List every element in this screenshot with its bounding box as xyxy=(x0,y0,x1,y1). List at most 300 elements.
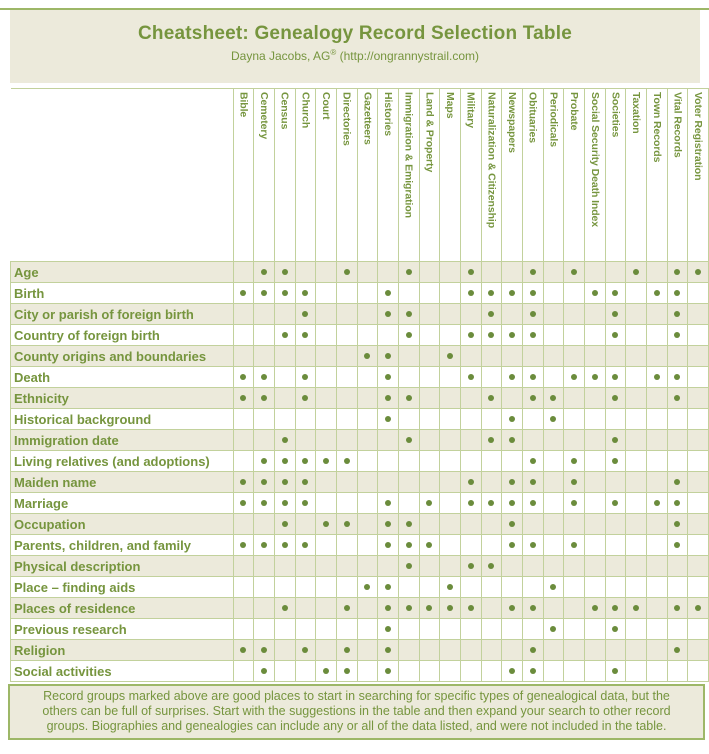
table-cell xyxy=(419,262,440,283)
record-match-dot xyxy=(261,668,267,674)
column-header-label: Gazetteers xyxy=(361,92,374,145)
table-cell xyxy=(378,430,399,451)
table-cell xyxy=(233,661,254,682)
table-cell xyxy=(398,514,419,535)
table-cell xyxy=(460,661,481,682)
record-match-dot xyxy=(488,311,494,317)
table-cell xyxy=(460,577,481,598)
table-cell xyxy=(564,367,585,388)
table-cell xyxy=(336,661,357,682)
footer-note-line: others can be full of surprises. Start with the suggestions in the table and then expand your search to other record xyxy=(42,704,671,718)
table-cell xyxy=(316,640,337,661)
record-match-dot xyxy=(426,542,432,548)
table-cell xyxy=(460,283,481,304)
table-cell xyxy=(460,409,481,430)
table-cell xyxy=(626,556,647,577)
table-cell xyxy=(378,283,399,304)
table-cell xyxy=(646,598,667,619)
table-cell xyxy=(584,556,605,577)
table-cell xyxy=(274,346,295,367)
table-cell xyxy=(233,640,254,661)
table-cell xyxy=(543,514,564,535)
table-cell xyxy=(440,367,461,388)
table-cell xyxy=(398,472,419,493)
table-cell xyxy=(336,430,357,451)
table-cell xyxy=(688,367,709,388)
table-cell xyxy=(357,346,378,367)
table-cell xyxy=(688,619,709,640)
table-cell xyxy=(316,346,337,367)
table-cell xyxy=(626,409,647,430)
footer-note xyxy=(8,684,705,740)
record-match-dot xyxy=(571,479,577,485)
table-cell xyxy=(419,430,440,451)
column-header xyxy=(460,89,481,262)
table-cell xyxy=(336,409,357,430)
record-match-dot xyxy=(654,290,660,296)
table-cell xyxy=(398,577,419,598)
table-cell xyxy=(667,367,688,388)
table-cell xyxy=(688,493,709,514)
table-cell xyxy=(646,451,667,472)
table-cell xyxy=(667,388,688,409)
record-match-dot xyxy=(240,479,246,485)
record-match-dot xyxy=(530,605,536,611)
table-cell xyxy=(295,577,316,598)
table-cell xyxy=(336,262,357,283)
record-match-dot xyxy=(550,584,556,590)
record-match-dot xyxy=(468,500,474,506)
table-cell xyxy=(667,325,688,346)
table-cell xyxy=(584,388,605,409)
table-cell xyxy=(605,262,626,283)
record-match-dot xyxy=(571,500,577,506)
record-match-dot xyxy=(282,332,288,338)
table-cell xyxy=(584,472,605,493)
table-cell xyxy=(336,367,357,388)
table-cell xyxy=(605,346,626,367)
record-match-dot xyxy=(385,374,391,380)
table-cell xyxy=(254,535,275,556)
table-cell xyxy=(398,346,419,367)
table-cell xyxy=(440,577,461,598)
column-header-row xyxy=(11,89,709,262)
table-cell xyxy=(564,640,585,661)
table-cell xyxy=(626,577,647,598)
column-header xyxy=(233,89,254,262)
table-cell xyxy=(481,304,502,325)
table-cell xyxy=(605,514,626,535)
table-cell xyxy=(481,535,502,556)
column-header-label: Probate xyxy=(568,92,581,131)
record-match-dot xyxy=(261,269,267,275)
table-cell xyxy=(564,430,585,451)
table-cell xyxy=(295,619,316,640)
column-header xyxy=(440,89,461,262)
table-cell xyxy=(605,304,626,325)
record-match-dot xyxy=(426,500,432,506)
row-label: Death xyxy=(11,367,234,388)
table-cell xyxy=(460,430,481,451)
table-cell xyxy=(522,430,543,451)
table-cell xyxy=(481,346,502,367)
table-cell xyxy=(646,388,667,409)
record-match-dot xyxy=(468,479,474,485)
row-label: Birth xyxy=(11,283,234,304)
table-cell xyxy=(605,283,626,304)
table-cell xyxy=(357,430,378,451)
record-match-dot xyxy=(674,605,680,611)
table-cell xyxy=(398,409,419,430)
table-cell xyxy=(254,493,275,514)
row-label: Social activities xyxy=(11,661,234,682)
column-header xyxy=(646,89,667,262)
table-cell xyxy=(564,472,585,493)
table-cell xyxy=(419,640,440,661)
table-cell xyxy=(564,598,585,619)
record-match-dot xyxy=(488,290,494,296)
row-label: Marriage xyxy=(11,493,234,514)
table-row xyxy=(11,325,709,346)
record-match-dot xyxy=(530,500,536,506)
record-match-dot xyxy=(612,605,618,611)
table-cell xyxy=(502,430,523,451)
table-cell xyxy=(481,325,502,346)
table-cell xyxy=(378,451,399,472)
column-header xyxy=(584,89,605,262)
table-cell xyxy=(357,262,378,283)
table-cell xyxy=(254,367,275,388)
table-cell xyxy=(667,514,688,535)
table-cell xyxy=(605,535,626,556)
table-cell xyxy=(626,472,647,493)
record-match-dot xyxy=(488,437,494,443)
table-cell xyxy=(295,262,316,283)
table-cell xyxy=(605,388,626,409)
table-cell xyxy=(543,304,564,325)
column-header-label: Census xyxy=(278,92,291,130)
table-cell xyxy=(626,346,647,367)
table-cell xyxy=(460,262,481,283)
table-cell xyxy=(688,304,709,325)
table-row xyxy=(11,577,709,598)
record-match-dot xyxy=(612,668,618,674)
table-cell xyxy=(646,472,667,493)
record-match-dot xyxy=(282,269,288,275)
table-cell xyxy=(254,472,275,493)
table-cell xyxy=(274,619,295,640)
table-cell xyxy=(274,640,295,661)
record-match-dot xyxy=(488,500,494,506)
record-match-dot xyxy=(447,584,453,590)
table-cell xyxy=(378,514,399,535)
table-cell xyxy=(336,472,357,493)
table-cell xyxy=(440,325,461,346)
table-cell xyxy=(274,661,295,682)
table-cell xyxy=(440,661,461,682)
table-cell xyxy=(481,619,502,640)
table-cell xyxy=(543,451,564,472)
table-cell xyxy=(357,598,378,619)
table-cell xyxy=(522,640,543,661)
table-cell xyxy=(316,430,337,451)
table-cell xyxy=(440,598,461,619)
record-match-dot xyxy=(612,500,618,506)
column-header-label: Voter Registration xyxy=(692,92,705,181)
record-match-dot xyxy=(240,500,246,506)
table-cell xyxy=(605,661,626,682)
record-match-dot xyxy=(344,458,350,464)
footer-note-line: Record groups marked above are good places to start in searching for specific types of genealogical data, but the xyxy=(43,689,670,703)
table-cell xyxy=(667,409,688,430)
record-match-dot xyxy=(282,521,288,527)
table-cell xyxy=(398,640,419,661)
record-match-dot xyxy=(282,605,288,611)
record-match-dot xyxy=(468,269,474,275)
table-cell xyxy=(564,325,585,346)
table-cell xyxy=(398,283,419,304)
table-cell xyxy=(502,262,523,283)
table-cell xyxy=(626,367,647,388)
table-row xyxy=(11,304,709,325)
record-match-dot xyxy=(509,521,515,527)
table-cell xyxy=(564,262,585,283)
table-cell xyxy=(378,619,399,640)
table-cell xyxy=(543,598,564,619)
record-match-dot xyxy=(468,605,474,611)
table-cell xyxy=(295,451,316,472)
table-row xyxy=(11,661,709,682)
column-header-label: Town Records xyxy=(650,92,663,163)
table-cell xyxy=(522,283,543,304)
record-match-dot xyxy=(509,605,515,611)
table-row xyxy=(11,493,709,514)
table-cell xyxy=(233,577,254,598)
row-label: Religion xyxy=(11,640,234,661)
table-cell xyxy=(316,556,337,577)
table-cell xyxy=(564,577,585,598)
row-label: Living relatives (and adoptions) xyxy=(11,451,234,472)
record-match-dot xyxy=(468,332,474,338)
table-cell xyxy=(274,304,295,325)
table-cell xyxy=(357,409,378,430)
table-cell xyxy=(543,325,564,346)
table-cell xyxy=(440,262,461,283)
column-header xyxy=(398,89,419,262)
record-match-dot xyxy=(592,605,598,611)
table-cell xyxy=(440,430,461,451)
table-cell xyxy=(522,304,543,325)
row-label: County origins and boundaries xyxy=(11,346,234,367)
table-row xyxy=(11,367,709,388)
table-cell xyxy=(398,430,419,451)
table-cell xyxy=(646,493,667,514)
table-cell xyxy=(233,409,254,430)
record-match-dot xyxy=(385,626,391,632)
table-cell xyxy=(460,598,481,619)
table-cell xyxy=(522,535,543,556)
table-cell xyxy=(481,661,502,682)
record-match-dot xyxy=(385,353,391,359)
record-match-dot xyxy=(282,542,288,548)
table-cell xyxy=(522,577,543,598)
record-match-dot xyxy=(302,647,308,653)
column-header xyxy=(522,89,543,262)
table-cell xyxy=(564,535,585,556)
table-cell xyxy=(667,262,688,283)
table-cell xyxy=(543,556,564,577)
table-cell xyxy=(502,451,523,472)
table-cell xyxy=(626,598,647,619)
record-match-dot xyxy=(674,542,680,548)
record-match-dot xyxy=(571,374,577,380)
record-match-dot xyxy=(674,311,680,317)
table-cell xyxy=(295,304,316,325)
byline xyxy=(10,48,700,63)
table-cell xyxy=(440,619,461,640)
table-cell xyxy=(605,367,626,388)
table-cell xyxy=(233,325,254,346)
column-header xyxy=(295,89,316,262)
table-cell xyxy=(605,493,626,514)
table-cell xyxy=(295,325,316,346)
record-match-dot xyxy=(385,605,391,611)
table-cell xyxy=(584,661,605,682)
row-label: Maiden name xyxy=(11,472,234,493)
table-cell xyxy=(667,535,688,556)
table-cell xyxy=(295,346,316,367)
table-cell xyxy=(254,325,275,346)
table-cell xyxy=(646,409,667,430)
column-header-label: Bible xyxy=(237,92,250,118)
record-match-dot xyxy=(385,668,391,674)
table-cell xyxy=(626,661,647,682)
page-title: Cheatsheet: Genealogy Record Selection Table xyxy=(138,23,572,44)
table-cell xyxy=(667,346,688,367)
record-match-dot xyxy=(633,269,639,275)
table-cell xyxy=(274,493,295,514)
record-match-dot xyxy=(674,374,680,380)
table-cell xyxy=(646,556,667,577)
table-cell xyxy=(316,388,337,409)
table-cell xyxy=(254,577,275,598)
table-cell xyxy=(626,619,647,640)
record-match-dot xyxy=(426,605,432,611)
table-cell xyxy=(502,535,523,556)
record-match-dot xyxy=(674,332,680,338)
column-header-label: Directories xyxy=(340,92,353,146)
table-cell xyxy=(564,409,585,430)
table-cell xyxy=(233,346,254,367)
record-match-dot xyxy=(654,500,660,506)
column-header-label: Immigration & Emigration xyxy=(402,92,415,218)
column-header xyxy=(626,89,647,262)
table-cell xyxy=(233,262,254,283)
column-header xyxy=(502,89,523,262)
table-cell xyxy=(481,577,502,598)
table-cell xyxy=(522,619,543,640)
record-match-dot xyxy=(385,500,391,506)
record-match-dot xyxy=(240,290,246,296)
record-match-dot xyxy=(282,458,288,464)
record-match-dot xyxy=(530,647,536,653)
table-row xyxy=(11,409,709,430)
table-cell xyxy=(357,325,378,346)
table-cell xyxy=(357,367,378,388)
record-match-dot xyxy=(654,374,660,380)
record-match-dot xyxy=(282,479,288,485)
table-cell xyxy=(688,640,709,661)
record-match-dot xyxy=(240,374,246,380)
table-row xyxy=(11,451,709,472)
table-cell xyxy=(646,346,667,367)
table-cell xyxy=(502,619,523,640)
table-cell xyxy=(336,451,357,472)
table-cell xyxy=(626,262,647,283)
table-cell xyxy=(336,283,357,304)
record-match-dot xyxy=(550,626,556,632)
table-cell xyxy=(316,409,337,430)
table-cell xyxy=(336,325,357,346)
table-cell xyxy=(295,514,316,535)
table-cell xyxy=(522,388,543,409)
table-cell xyxy=(295,388,316,409)
table-cell xyxy=(543,367,564,388)
table-cell xyxy=(440,472,461,493)
table-cell xyxy=(502,598,523,619)
column-header xyxy=(254,89,275,262)
record-match-dot xyxy=(530,458,536,464)
record-selection-table xyxy=(10,88,709,682)
table-cell xyxy=(254,661,275,682)
table-cell xyxy=(502,556,523,577)
table-cell xyxy=(626,493,647,514)
record-match-dot xyxy=(530,479,536,485)
record-match-dot xyxy=(240,395,246,401)
record-match-dot xyxy=(550,416,556,422)
table-cell xyxy=(233,451,254,472)
table-cell xyxy=(254,388,275,409)
table-row xyxy=(11,472,709,493)
table-cell xyxy=(233,598,254,619)
record-match-dot xyxy=(674,395,680,401)
table-cell xyxy=(233,535,254,556)
table-cell xyxy=(688,577,709,598)
table-cell xyxy=(378,388,399,409)
table-cell xyxy=(398,367,419,388)
table-cell xyxy=(419,346,440,367)
table-cell xyxy=(564,451,585,472)
table-cell xyxy=(398,619,419,640)
record-match-dot xyxy=(261,290,267,296)
table-cell xyxy=(502,283,523,304)
record-match-dot xyxy=(261,395,267,401)
record-match-dot xyxy=(344,668,350,674)
table-cell xyxy=(626,325,647,346)
column-header xyxy=(378,89,399,262)
table-cell xyxy=(316,661,337,682)
table-row xyxy=(11,535,709,556)
table-cell xyxy=(295,598,316,619)
record-match-dot xyxy=(592,290,598,296)
table-cell xyxy=(419,388,440,409)
record-match-dot xyxy=(530,374,536,380)
row-label: Country of foreign birth xyxy=(11,325,234,346)
table-cell xyxy=(688,430,709,451)
record-match-dot xyxy=(612,437,618,443)
table-cell xyxy=(667,430,688,451)
record-match-dot xyxy=(302,479,308,485)
